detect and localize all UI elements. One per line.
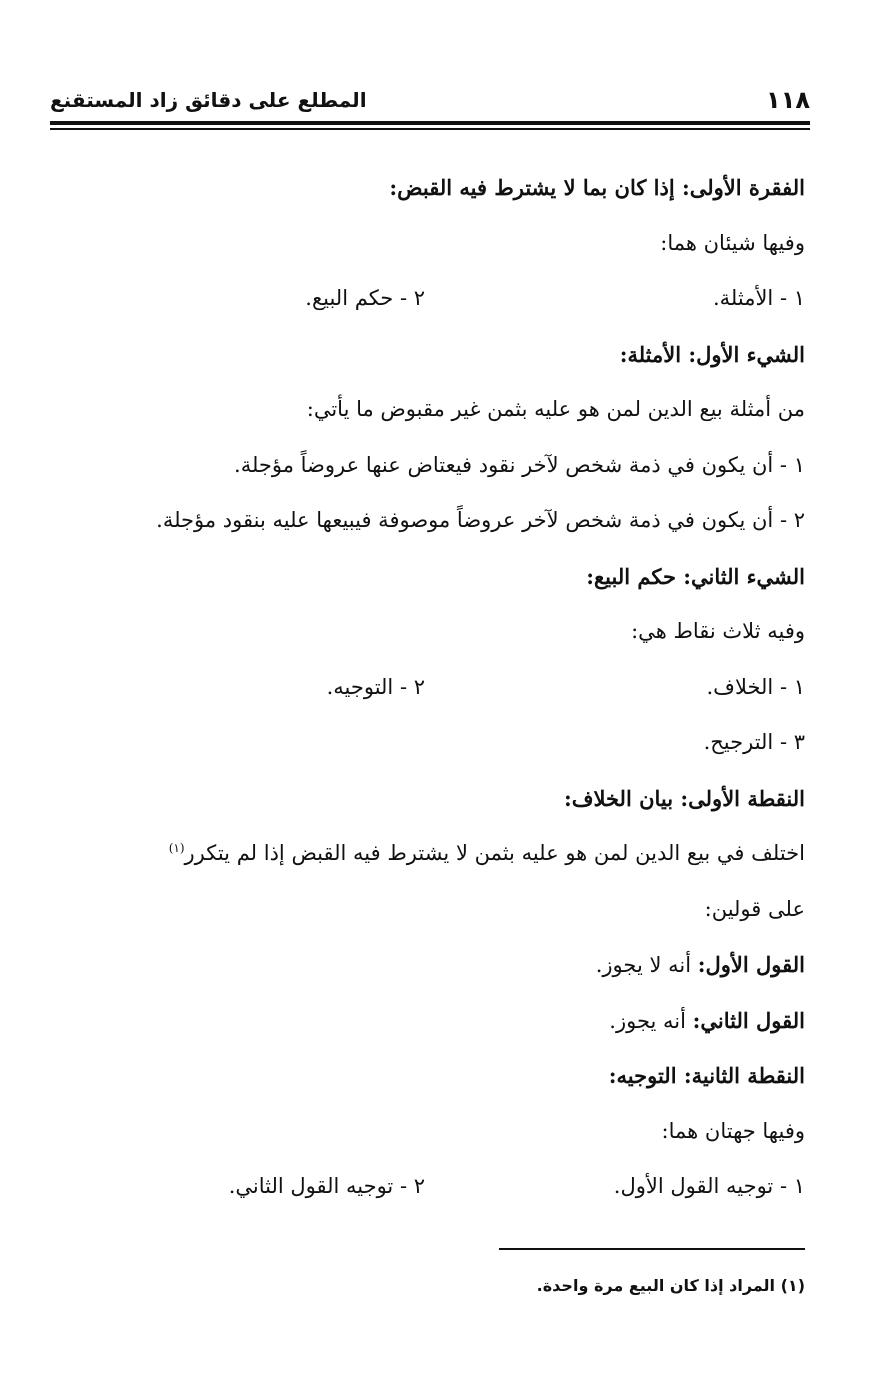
heading-text: الفقرة الأولى: إذا كان بما لا يشترط فيه القبض:: [389, 175, 805, 200]
section-heading: [65, 160, 805, 216]
list-item: ١ - الخلاف.: [706, 674, 805, 699]
line-text: اختلف في بيع الدين لمن هو عليه بثمن لا يشترط فيه القبض إذا لم يتكرر: [184, 841, 805, 865]
page-number: ١١٨: [766, 86, 810, 114]
running-title: المطلع على دقائق زاد المستقنع: [50, 88, 367, 112]
paragraph-line: [65, 604, 805, 660]
two-column-list: [65, 660, 805, 716]
paragraph-line: [65, 382, 805, 438]
two-column-list: [65, 1159, 805, 1215]
list-item: ١ - الأمثلة.: [712, 286, 805, 310]
list-item: [65, 715, 805, 771]
line-text: على قولين:: [704, 896, 805, 921]
paragraph-line: [65, 882, 805, 938]
footnote-separator: [499, 1248, 805, 1250]
opinion-label: القول الثاني:: [692, 1007, 805, 1033]
line-text: وفيه ثلاث نقاط هي:: [631, 619, 805, 643]
heading-text: النقطة الأولى: بيان الخلاف:: [563, 785, 805, 811]
list-item: [65, 493, 805, 549]
section-heading: [65, 771, 805, 827]
heading-text: الشيء الثاني: حكم البيع:: [586, 563, 805, 589]
line-text: ٣ - الترجيح.: [703, 730, 805, 754]
header-rule-thick: [50, 121, 810, 125]
line-text: من أمثلة بيع الدين لمن هو عليه بثمن غير مقبوض ما يأتي:: [306, 397, 805, 421]
heading-text: النقطة الثانية: التوجيه:: [608, 1063, 805, 1088]
header-rule-thin: [50, 128, 810, 130]
list-item: [65, 438, 805, 494]
list-item: ٢ - التوجيه.: [326, 674, 425, 699]
line-text: وفيها شيئان هما:: [660, 230, 805, 255]
section-heading: [65, 549, 805, 605]
paragraph-line: [65, 1104, 805, 1160]
section-heading: [65, 327, 805, 383]
two-column-list: [65, 271, 805, 327]
list-item: ٢ - حكم البيع.: [305, 286, 425, 310]
line-text: ١ - أن يكون في ذمة شخص لآخر نقود فيعتاض عنها عروضاً مؤجلة.: [234, 452, 805, 477]
footnote: (١) المراد إذا كان البيع مرة واحدة.: [536, 1276, 805, 1295]
running-header: [50, 86, 810, 120]
body-text: [65, 160, 805, 1215]
paragraph-line: [65, 826, 805, 882]
footnote-marker: (١): [168, 841, 185, 855]
heading-text: الشيء الأول: الأمثلة:: [619, 341, 805, 367]
opinion-text: أنه يجوز.: [609, 1008, 686, 1033]
line-text: وفيها جهتان هما:: [661, 1118, 805, 1143]
line-text: ٢ - أن يكون في ذمة شخص لآخر عروضاً موصوفة فيبيعها عليه بنقود مؤجلة.: [156, 508, 805, 532]
section-heading: [65, 1048, 805, 1104]
list-item: ٢ - توجيه القول الثاني.: [228, 1174, 425, 1198]
opinion-line: [65, 993, 805, 1049]
opinion-line: [65, 937, 805, 993]
list-item: ١ - توجيه القول الأول.: [613, 1174, 805, 1198]
paragraph-line: [65, 216, 805, 272]
opinion-label: القول الأول:: [697, 952, 805, 977]
opinion-text: أنه لا يجوز.: [595, 953, 692, 977]
